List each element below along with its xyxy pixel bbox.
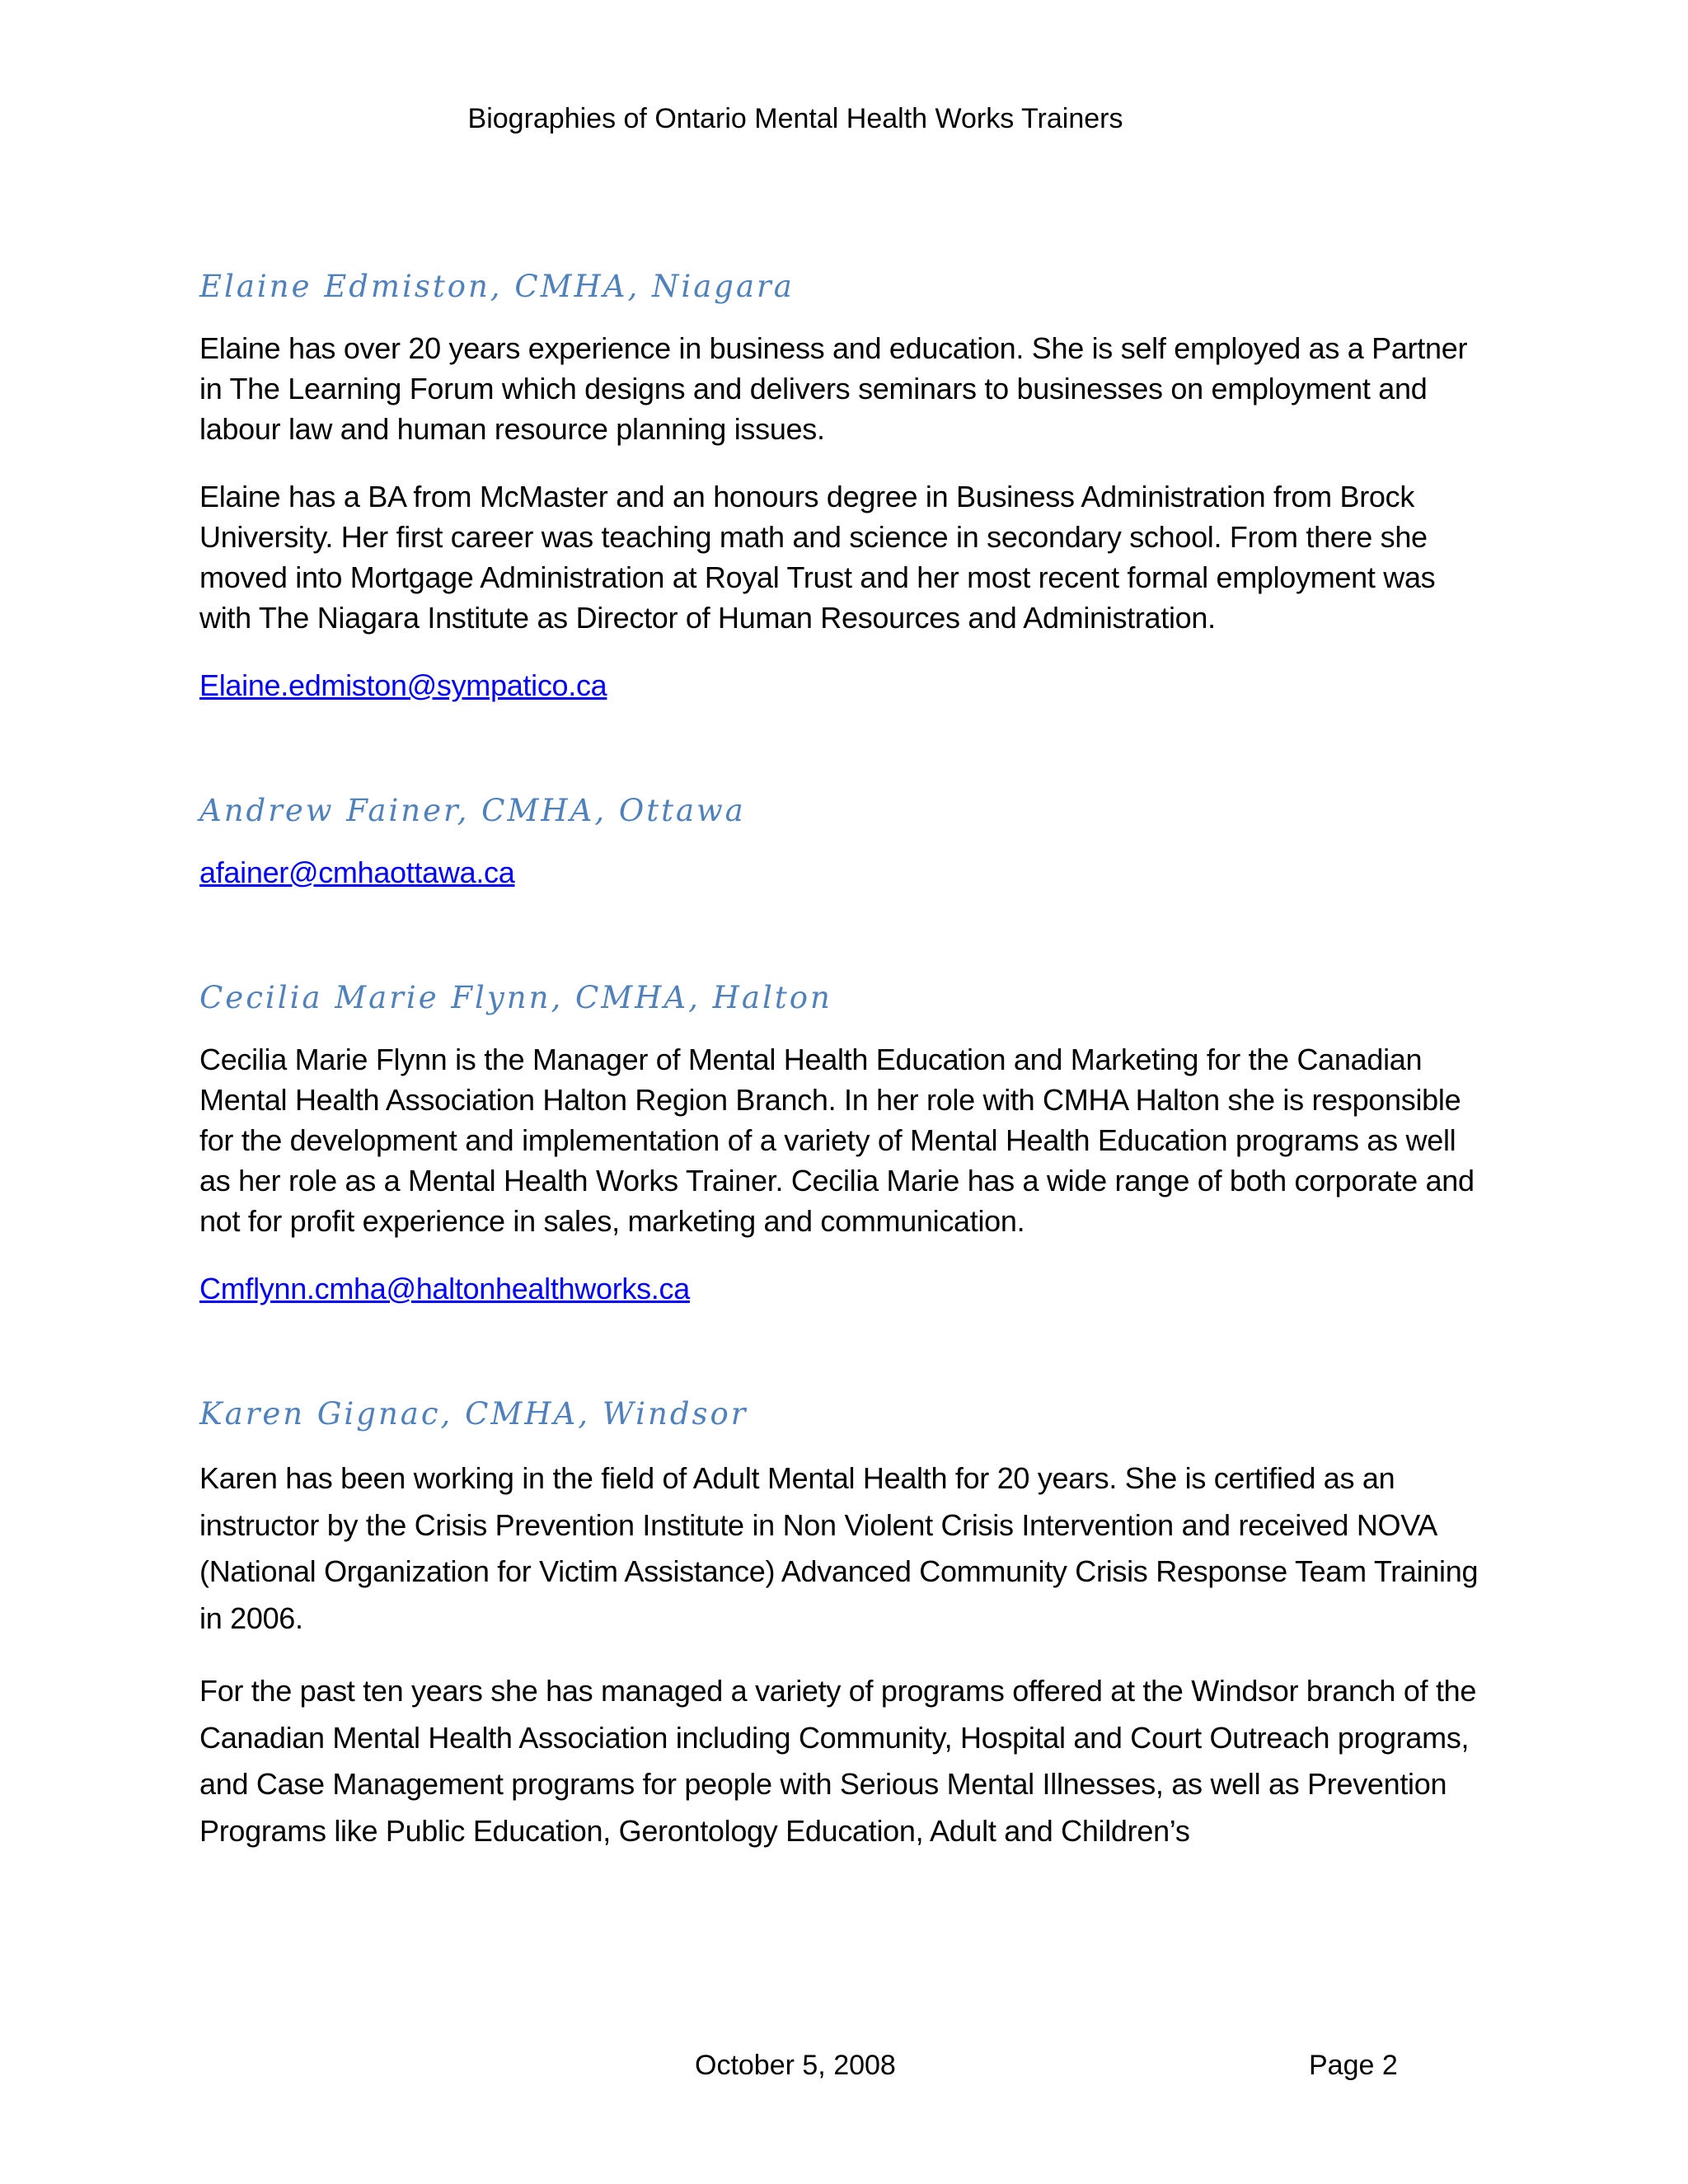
trainer-name-heading: Andrew Fainer, CMHA, Ottawa [199,793,746,828]
bio-paragraph: Elaine has over 20 years experience in business and education. She is self employed as a Partner in The Learning Forum which designs and delivers seminars to businesses on employment and labour law and human resource planning issues. [199,331,1468,446]
trainer-section-karen-gignac [199,1390,1493,1854]
section-spacer [199,705,1493,786]
email-link[interactable]: afainer@cmhaottawa.ca [199,855,515,889]
trainer-name-heading: Karen Gignac, CMHA, Windsor [199,1396,748,1432]
section-spacer [199,893,1493,973]
section-spacer [199,1309,1493,1390]
document-body [199,262,1493,1881]
trainer-section-andrew-fainer [199,786,1493,973]
trainer-section-elaine-edmiston [199,262,1493,786]
email-link[interactable]: Cmflynn.cmha@haltonhealthworks.ca [199,1272,690,1305]
footer-page-number: Page 2 [1309,2050,1398,2081]
footer-date: October 5, 2008 [695,2050,896,2081]
bio-paragraph: Elaine has a BA from McMaster and an honours degree in Business Administration from Brock University. Her first career was teaching math and science in secondary school. From there she moved into Mortgage Administration at Royal Trust and her most recent formal employment was with The Niagara Institute as Director of Human Resources and Administration. [199,480,1436,635]
bio-paragraph: Cecilia Marie Flynn is the Manager of Mental Health Education and Marketing for the Canadian Mental Health Association Halton Region Branch. In her role with CMHA Halton she is responsible for the development and implementation of a variety of Mental Health Education programs as well as her role as a Mental Health Works Trainer. Cecilia Marie has a wide range of both corporate and not for profit experience in sales, marketing and communication. [199,1043,1475,1238]
trainer-name-heading: Cecilia Marie Flynn, CMHA, Halton [199,980,832,1015]
trainer-name-heading: Elaine Edmiston, CMHA, Niagara [199,269,795,304]
email-link[interactable]: Elaine.edmiston@sympatico.ca [199,668,607,702]
bio-paragraph: For the past ten years she has managed a variety of programs offered at the Windsor branch of the Canadian Mental Health Association including Community, Hospital and Court Outreach programs, and Case Management programs for people with Serious Mental Illnesses, as well as Prevention Programs like Public Education, Gerontology Education, Adult and Children’s [199,1674,1477,1848]
bio-paragraph: Karen has been working in the field of Adult Mental Health for 20 years. She is certified as an instructor by the Crisis Prevention Institute in Non Violent Crisis Intervention and received NOVA (National Organization for Victim Assistance) Advanced Community Crisis Response Team Training in 2006. [199,1461,1479,1635]
trainer-section-cecilia-marie-flynn [199,973,1493,1390]
page-header: Biographies of Ontario Mental Health Works Trainers [467,103,1123,134]
